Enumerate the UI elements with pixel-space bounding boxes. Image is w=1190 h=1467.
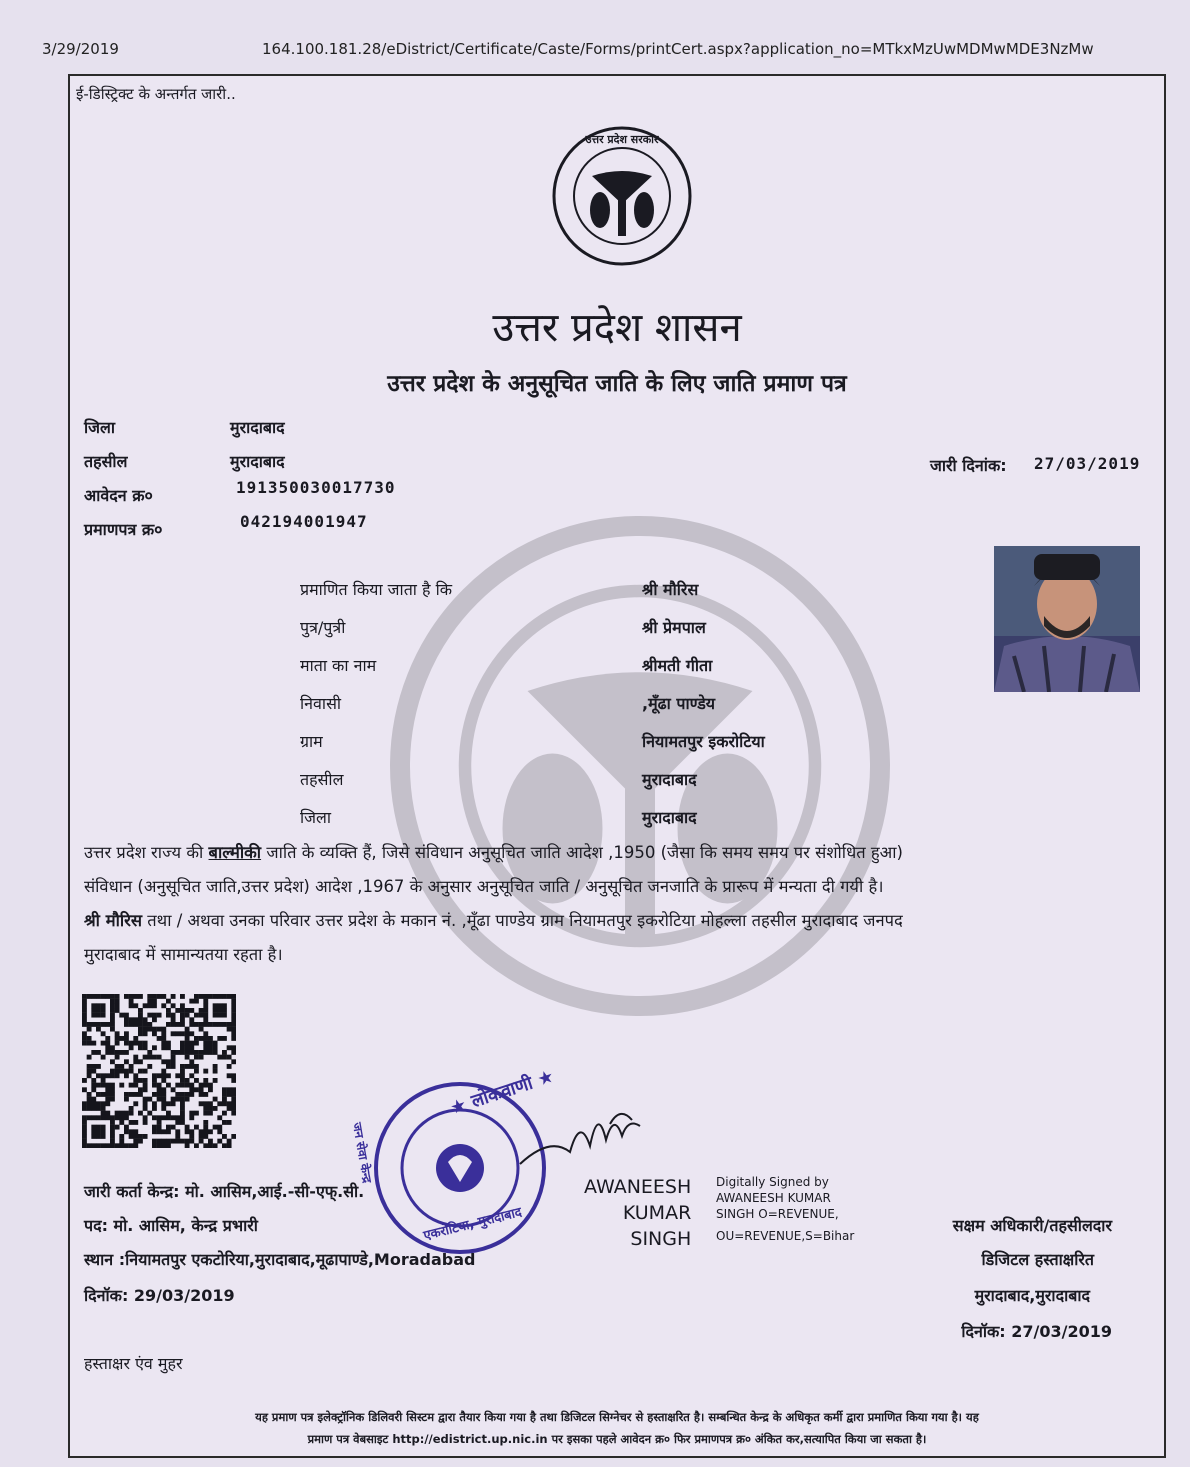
stamp-top-text: ★ लोकवाणी ★ — [447, 1065, 557, 1120]
signer-name-line: KUMAR — [622, 1202, 692, 1224]
page-title: उत्तर प्रदेश शासन — [492, 305, 742, 351]
certificate-body — [84, 836, 1154, 972]
holder-name: श्री मौरिस — [84, 911, 143, 930]
authority-date: दिनॉक: 27/03/2019 — [961, 1322, 1112, 1341]
body-line-1 — [84, 836, 1154, 870]
note-line: प्रमाण पत्र वेबसाइट http://edistrict.up.nic.in पर इसका पहले आवेदन क्र० फिर प्रमाणपत्र क्र० अंकित कर,सत्यापित किया जा सकता है। — [307, 1432, 927, 1446]
detail-label-mother: माता का नाम — [300, 656, 377, 675]
detail-label-certified: प्रमाणित किया जाता है कि — [300, 580, 453, 599]
dn-line: AWANEESH KUMAR — [716, 1191, 831, 1205]
signer-name-line: SINGH — [630, 1228, 692, 1250]
authority-title: सक्षम अधिकारी/तहसीलदार — [952, 1216, 1112, 1235]
body-text: तथा / अथवा उनका परिवार उत्तर प्रदेश के मकान नं. ,मूँढा पाण्डेय ग्राम नियामतपुर इकरोटिया मोहल्ला तहसील मुरादाबाद जनपद — [142, 911, 903, 930]
note-line: यह प्रमाण पत्र इलेक्ट्रॉनिक डिलिवरी सिस्टम द्वारा तैयार किया गया है तथा डिजिटल सिग्नेचर से हस्ताक्षरित है। सम्बन्धित केन्द्र के अधिकृत कर्मी द्वारा प्रमाणित किया गया है। यह — [255, 1410, 979, 1424]
authority-place: मुरादाबाद,मुरादाबाद — [974, 1286, 1090, 1305]
handwritten-signature — [510, 1096, 650, 1176]
qr-code — [82, 994, 236, 1148]
sign-and-seal-label: हस्ताक्षर एंव मुहर — [84, 1354, 183, 1373]
issued-under-note: ई-डिस्ट्रिक्ट के अन्तर्गत जारी.. — [76, 85, 236, 103]
issuing-center: जारी कर्ता केन्द्र: मो. आसिम,आई.-सी-एफ्.सी. — [84, 1182, 365, 1201]
issue-date-label: जारी दिनांक: — [930, 456, 1007, 475]
detail-label-district: जिला — [300, 808, 332, 827]
body-line-3 — [84, 904, 1154, 938]
certificate-no-label: प्रमाणपत्र क्र० — [84, 520, 163, 539]
issue-date-value: 27/03/2019 — [1034, 454, 1141, 473]
detail-value-tehsil: मुरादाबाद — [642, 770, 697, 789]
dn-line: SINGH O=REVENUE, — [716, 1207, 839, 1221]
certificate-subtitle: उत्तर प्रदेश के अनुसूचित जाति के लिए जाति प्रमाण पत्र — [387, 371, 847, 397]
emblem-ring-text: उत्तर प्रदेश सरकार — [585, 133, 659, 146]
verification-note — [80, 1406, 1154, 1450]
issuer-place: स्थान :नियामतपुर एकटोरिया,मुरादाबाद,मूढापाण्डे,Moradabad — [84, 1250, 476, 1269]
tehsil-label: तहसील — [84, 452, 128, 471]
application-no-label: आवेदन क्र० — [84, 486, 153, 505]
tehsil-value: मुरादाबाद — [230, 452, 285, 471]
certificate-frame — [68, 74, 1166, 1458]
print-url: 164.100.181.28/eDistrict/Certificate/Caste/Forms/printCert.aspx?application_no=MTkxMzUwMDMwMDE3NzMw — [262, 40, 1094, 58]
body-line-2: संविधान (अनुसूचित जाति,उत्तर प्रदेश) आदेश ,1967 के अनुसार अनुसूचित जाति / अनुसूचित जनजाति के प्रारूप में मन्यता दी गयी है। — [84, 877, 884, 896]
authority-signed: डिजिटल हस्ताक्षरित — [981, 1250, 1094, 1269]
certificate-no-value: 042194001947 — [240, 512, 368, 531]
detail-label-resident: निवासी — [300, 694, 342, 713]
detail-value-name: श्री मौरिस — [642, 580, 699, 599]
body-line-4: मुरादाबाद में सामान्यतया रहता है। — [84, 945, 283, 964]
detail-label-village: ग्राम — [300, 732, 323, 751]
detail-value-village: नियामतपुर इकरोटिया — [642, 732, 765, 751]
detail-value-district: मुरादाबाद — [642, 808, 697, 827]
dn-line: Digitally Signed by — [716, 1175, 829, 1189]
signer-name-line: AWANEESH — [584, 1176, 692, 1198]
detail-value-resident: ,मूँढा पाण्डेय — [642, 694, 716, 713]
detail-value-father: श्री प्रेमपाल — [642, 618, 706, 637]
issuer-date: दिनॉक: 29/03/2019 — [84, 1286, 235, 1305]
applicant-photo — [994, 546, 1140, 692]
body-text: उत्तर प्रदेश राज्य की — [84, 843, 209, 862]
application-no-value: 191350030017730 — [236, 478, 396, 497]
stamp-left-text: जन सेवा केन्द्र — [349, 1121, 375, 1184]
digital-signature-details — [716, 1174, 854, 1244]
print-date: 3/29/2019 — [42, 40, 119, 58]
qr-code-icon — [82, 994, 236, 1148]
detail-label-parent: पुत्र/पुत्री — [300, 618, 346, 637]
stamp-bottom-text: एकरोटिया, मुरादाबाद — [422, 1205, 524, 1244]
detail-label-tehsil: तहसील — [300, 770, 344, 789]
district-label: जिला — [84, 418, 116, 437]
body-text: जाति के व्यक्ति हैं, जिसे संविधान अनुसूचित जाति आदेश ,1950 (जैसा कि समय समय पर संशोधित हुआ) — [261, 843, 903, 862]
detail-value-mother: श्रीमती गीता — [642, 656, 713, 675]
district-value: मुरादाबाद — [230, 418, 285, 437]
caste-name: बाल्मीकी — [208, 843, 262, 862]
signer-name — [584, 1174, 691, 1252]
issuer-post: पद: मो. आसिम, केन्द्र प्रभारी — [84, 1216, 258, 1235]
dn-line: OU=REVENUE,S=Bihar — [716, 1229, 855, 1243]
